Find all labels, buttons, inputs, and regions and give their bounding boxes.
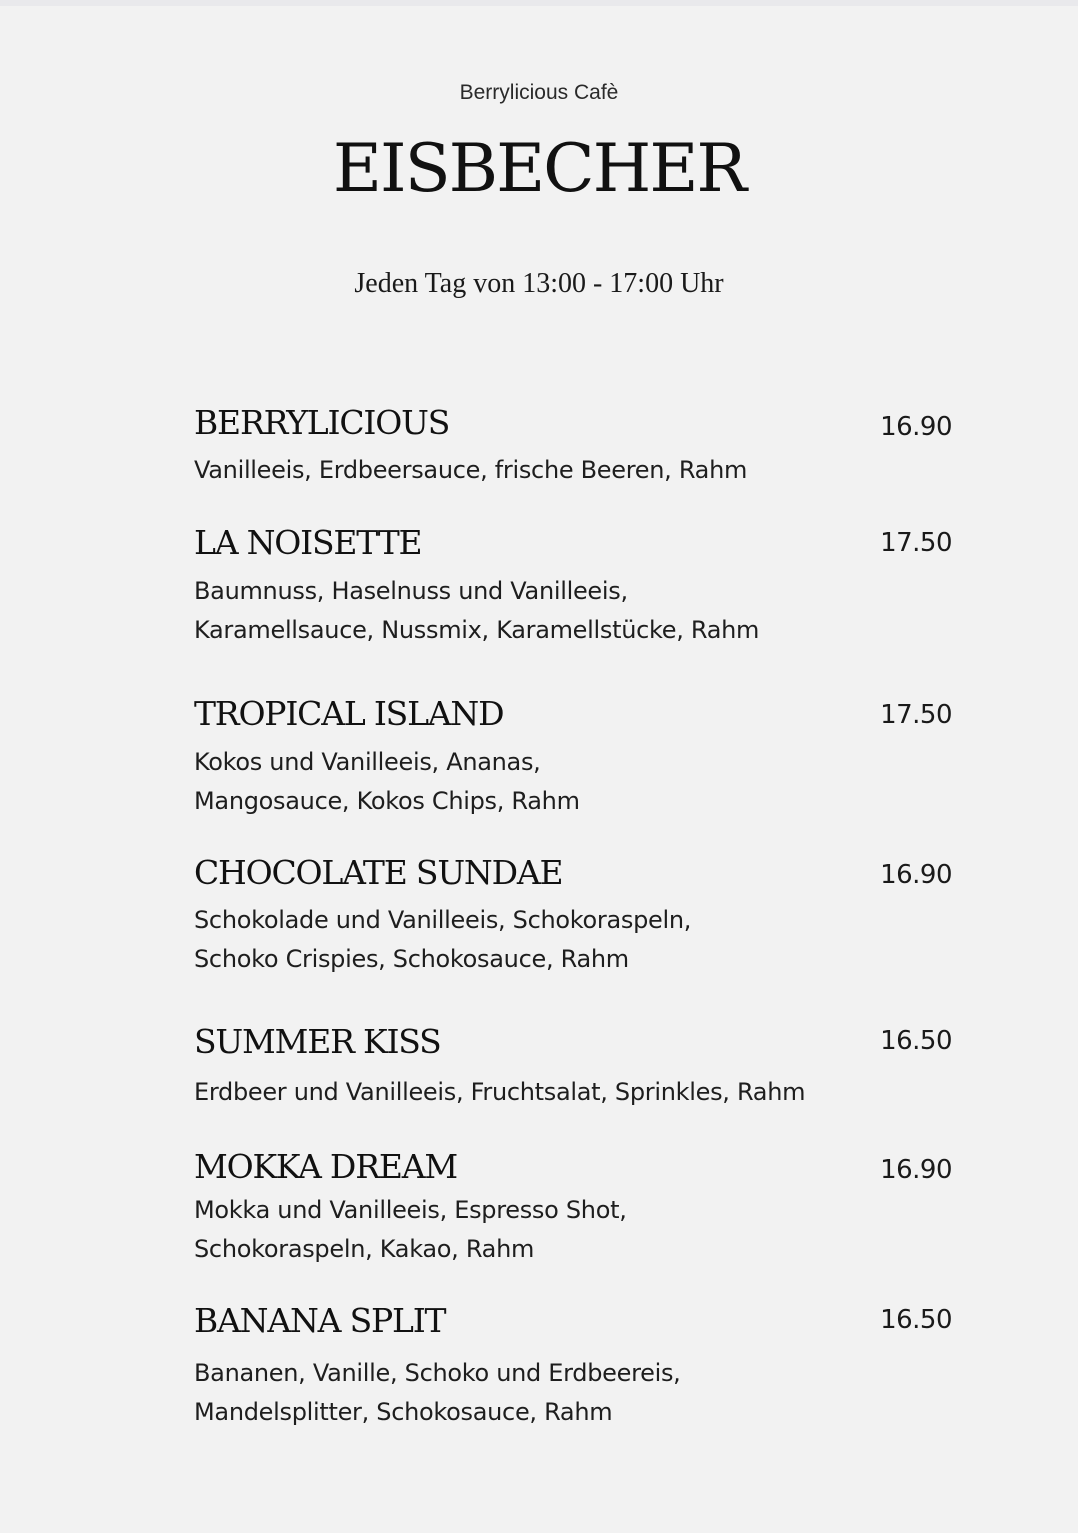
item-description-line: Mandelsplitter, Schokosauce, Rahm [194,1397,613,1426]
item-description [194,1073,894,1112]
item-description-line: Kokos und Vanilleeis, Ananas, [194,748,541,776]
item-description [194,451,894,490]
page-title: EISBECHER [332,130,746,207]
item-name: CHOCOLATE SUNDAE [194,853,563,892]
item-name: SUMMER KISS [194,1022,441,1061]
item-description-line: Mangosauce, Kokos Chips, Rahm [194,786,580,815]
cafe-name: Berrylicious Cafè [459,81,619,104]
item-description-line: Vanilleeis, Erdbeersauce, frische Beeren, Rahm [194,456,748,484]
item-name: BANANA SPLIT [194,1301,446,1340]
item-name: LA NOISETTE [194,523,422,562]
item-description-line: Mokka und Vanilleeis, Espresso Shot, [194,1196,627,1224]
item-name: MOKKA DREAM [194,1147,457,1186]
item-description-line: Baumnuss, Haselnuss und Vanilleeis, [194,577,628,605]
item-price: 17.50 [880,700,952,730]
item-description [194,1191,894,1268]
item-price: 16.50 [880,1026,952,1056]
item-description-line: Schoko Crispies, Schokosauce, Rahm [194,944,629,973]
item-description [194,901,894,978]
item-price: 16.90 [880,1155,952,1185]
item-description [194,743,894,820]
item-description [194,572,894,649]
item-description-line: Karamellsauce, Nussmix, Karamellstücke, Rahm [194,615,760,644]
item-description [194,1354,894,1431]
item-name: TROPICAL ISLAND [194,694,504,733]
item-description-line: Schokoraspeln, Kakao, Rahm [194,1234,535,1263]
top-strip [0,0,1078,6]
item-description-line: Bananen, Vanille, Schoko und Erdbeereis, [194,1359,681,1387]
item-price: 16.90 [880,412,952,442]
item-price: 16.50 [880,1305,952,1335]
item-name: BERRYLICIOUS [194,403,450,442]
item-description-line: Erdbeer und Vanilleeis, Fruchtsalat, Sprinkles, Rahm [194,1078,806,1106]
opening-hours: Jeden Tag von 13:00 - 17:00 Uhr [354,268,724,299]
item-price: 17.50 [880,528,952,558]
item-description-line: Schokolade und Vanilleeis, Schokoraspeln, [194,906,692,934]
item-price: 16.90 [880,860,952,890]
